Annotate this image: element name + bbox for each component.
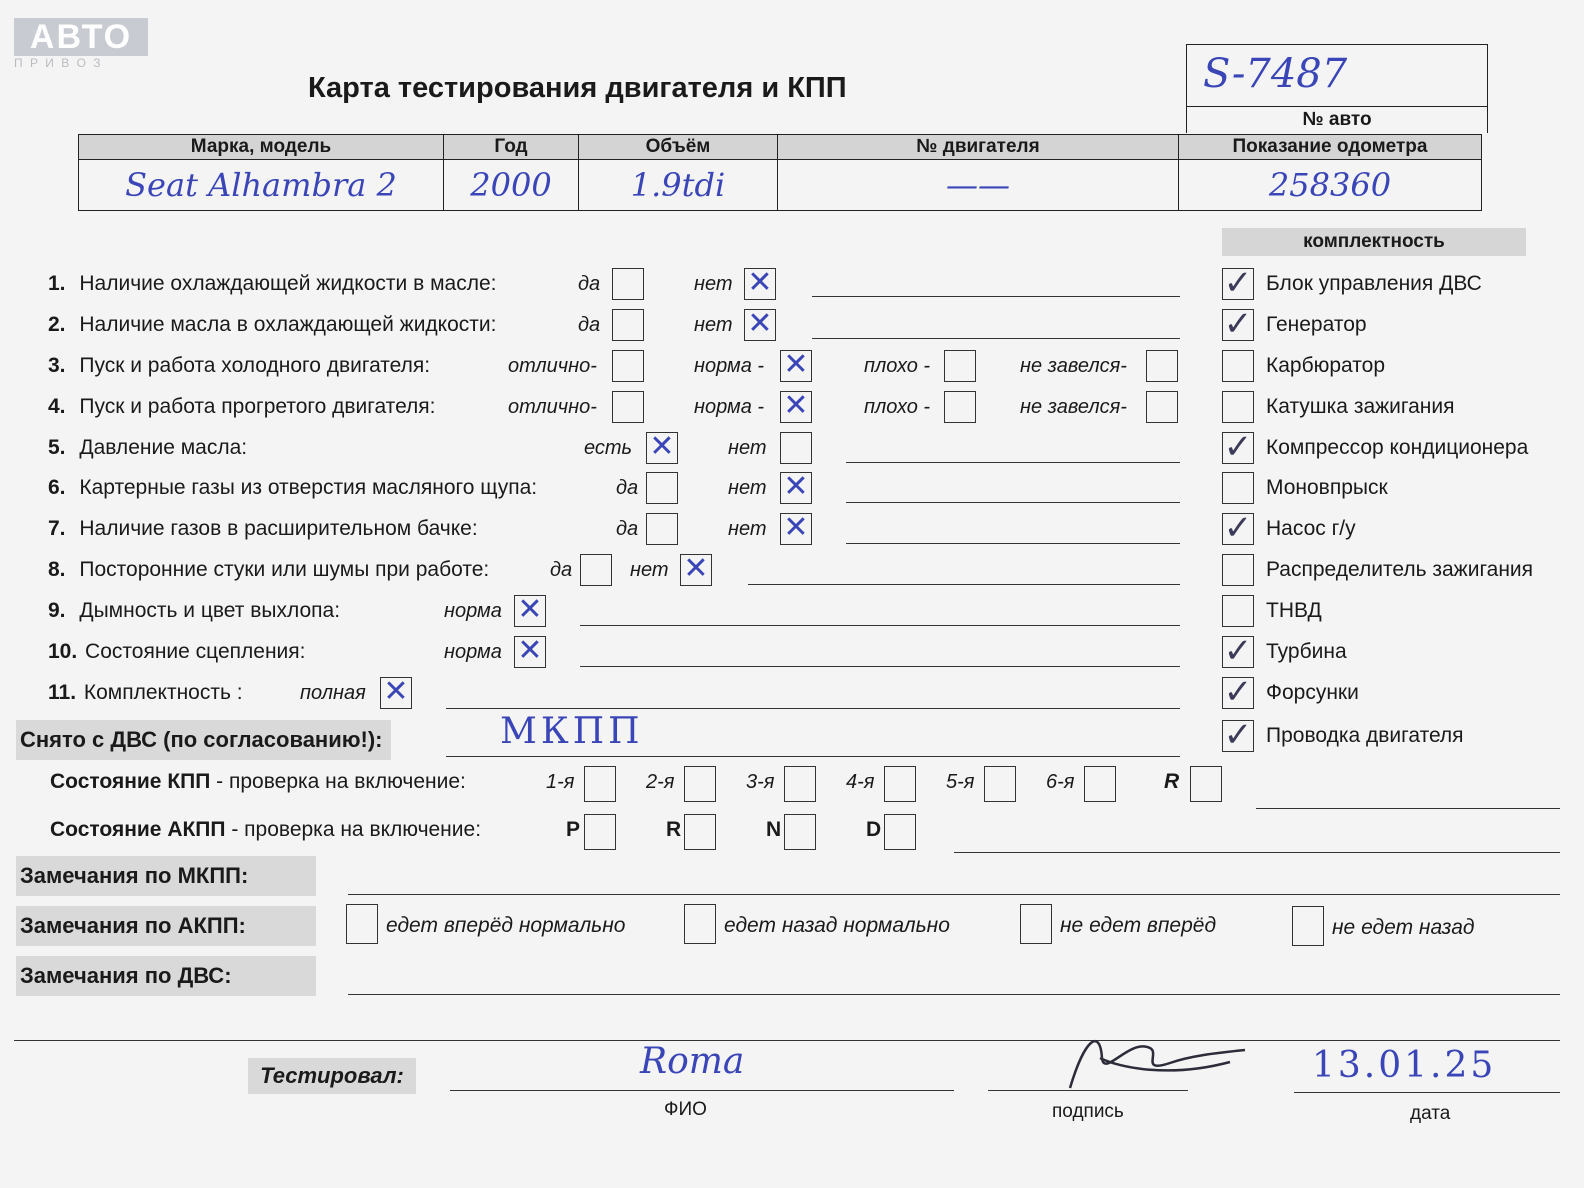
removed-line (446, 756, 1180, 757)
remarks-extra-line (14, 1040, 1560, 1041)
header-year: Год (444, 135, 579, 160)
component-carburetor-checkbox[interactable] (1222, 350, 1254, 382)
q7-note-line (846, 543, 1180, 544)
logo-brand: АВТО (14, 18, 148, 56)
q5-no-checkbox[interactable] (780, 432, 812, 464)
question-number: 2. (48, 313, 66, 336)
mode-d-checkbox[interactable] (884, 814, 916, 850)
option-label: да (616, 518, 639, 540)
signature (1040, 1018, 1250, 1098)
option-label: отлично- (508, 396, 597, 418)
avto-privoz-logo (14, 18, 148, 70)
component-label: Насос г/у (1266, 517, 1356, 540)
q5-yes-checkbox[interactable] (646, 432, 678, 464)
mode-p-checkbox[interactable] (584, 814, 616, 850)
q10-note-line (580, 666, 1180, 667)
question-text: Комплектность : (83, 681, 243, 704)
question-row (48, 428, 247, 468)
question-number: 8. (48, 558, 66, 581)
q6-yes-checkbox[interactable] (646, 472, 678, 504)
component-distributor-checkbox[interactable] (1222, 554, 1254, 586)
date-value: 13.01.25 (1312, 1045, 1497, 1086)
component-label: Блок управления ДВС (1266, 272, 1482, 295)
q10-normal-checkbox[interactable] (514, 636, 546, 668)
q11-full-checkbox[interactable] (380, 677, 412, 709)
q1-note-line (812, 296, 1180, 297)
question-text: Наличие газов в расширительном бачке: (79, 517, 478, 540)
signature-line (988, 1090, 1188, 1091)
question-row (48, 509, 478, 549)
q8-no-checkbox[interactable] (680, 554, 712, 586)
question-row (48, 264, 496, 304)
gear-r-checkbox[interactable] (1190, 766, 1222, 802)
option-label: нет (694, 273, 733, 295)
option-label: плохо - (864, 396, 931, 418)
logo-subtitle: П Р И В О З (14, 56, 103, 70)
engine-number-value: —— (778, 160, 1179, 211)
question-row (48, 387, 436, 427)
gear-label: 2-я (646, 771, 675, 793)
question-number: 10. (48, 640, 78, 663)
form-number: S-7487 (1203, 51, 1348, 97)
akpp-option-label: едет вперёд нормально (386, 914, 626, 937)
q2-note-line (812, 338, 1180, 339)
q9-note-line (580, 625, 1180, 626)
akpp-forward-ok-checkbox[interactable] (346, 904, 378, 944)
gear-6-checkbox[interactable] (1084, 766, 1116, 802)
tester-name: Roma (640, 1041, 745, 1082)
tested-by-label: Тестировал: (248, 1058, 416, 1094)
gear-3-checkbox[interactable] (784, 766, 816, 802)
question-text: Состояние сцепления: (85, 640, 306, 663)
option-label: не завелся- (1020, 396, 1127, 418)
question-text: Картерные газы из отверстия масляного щупа: (79, 476, 538, 499)
avto-number-label: № авто (1186, 106, 1488, 133)
component-label: Генератор (1266, 313, 1367, 336)
question-number: 6. (48, 476, 66, 499)
component-ignition-coil-checkbox[interactable] (1222, 391, 1254, 423)
q7-yes-checkbox[interactable] (646, 513, 678, 545)
akpp-label (50, 810, 481, 850)
removed-label-text: Снято с ДВС (по согласованию!): (20, 727, 383, 752)
option-label: плохо - (864, 355, 931, 377)
q3-excellent-checkbox[interactable] (612, 350, 644, 382)
avto-number-box (1186, 44, 1488, 107)
akpp-note-line (954, 852, 1560, 853)
option-label: нет (630, 559, 669, 581)
question-text: Пуск и работа прогретого двигателя: (79, 395, 436, 418)
option-label: норма (444, 600, 502, 622)
make-model-value: Seat Alhambra 2 (79, 160, 444, 211)
akpp-label-bold: Состояние АКПП (50, 818, 226, 841)
component-mono-injection-checkbox[interactable] (1222, 472, 1254, 504)
header-make-model: Марка, модель (79, 135, 444, 160)
kpp-note-line (1256, 808, 1560, 809)
gear-2-checkbox[interactable] (684, 766, 716, 802)
q11-note-line (446, 708, 1180, 709)
q8-note-line (748, 584, 1180, 585)
component-label: Проводка двигателя (1266, 724, 1464, 747)
option-label: норма (444, 641, 502, 663)
option-label: нет (728, 518, 767, 540)
question-number: 11. (48, 681, 77, 704)
component-label: ТНВД (1266, 599, 1322, 622)
question-text: Наличие охлаждающей жидкости в масле: (79, 272, 497, 295)
question-number: 4. (48, 395, 66, 418)
q3-bad-checkbox[interactable] (944, 350, 976, 382)
question-row (48, 673, 243, 713)
question-number: 5. (48, 436, 66, 459)
component-injectors-checkbox[interactable] (1222, 677, 1254, 709)
removed-label (16, 720, 391, 760)
kpp-label-rest: - проверка на включение: (210, 770, 466, 793)
date-label: дата (1410, 1103, 1451, 1124)
gear-4-checkbox[interactable] (884, 766, 916, 802)
option-label: нет (728, 477, 767, 499)
gear-label: 5-я (946, 771, 975, 793)
q4-excellent-checkbox[interactable] (612, 391, 644, 423)
gear-1-checkbox[interactable] (584, 766, 616, 802)
mode-label: P (566, 818, 581, 841)
q3-normal-checkbox[interactable] (780, 350, 812, 382)
fio-label: ФИО (664, 1099, 707, 1120)
remarks-akpp-label: Замечания по АКПП: (16, 906, 316, 946)
component-turbo-checkbox[interactable] (1222, 636, 1254, 668)
gear-label: 6-я (1046, 771, 1075, 793)
remarks-dvs-line (348, 994, 1560, 995)
question-number: 7. (48, 517, 66, 540)
component-label: Карбюратор (1266, 354, 1386, 377)
remarks-mkpp-label: Замечания по МКПП: (16, 856, 316, 896)
mode-label: D (866, 818, 882, 841)
volume-value: 1.9tdi (579, 160, 778, 211)
question-row (48, 550, 489, 590)
akpp-label-rest: - проверка на включение: (225, 818, 482, 841)
q8-yes-checkbox[interactable] (580, 554, 612, 586)
q6-note-line (846, 502, 1180, 503)
q4-normal-checkbox[interactable] (780, 391, 812, 423)
option-label: отлично- (508, 355, 597, 377)
option-label: норма - (694, 396, 765, 418)
removed-value: МКПП (500, 711, 644, 752)
component-ac-compressor-checkbox[interactable] (1222, 432, 1254, 464)
question-text: Дымность и цвет выхлопа: (79, 599, 341, 622)
option-label: норма - (694, 355, 765, 377)
component-label: Компрессор кондиционера (1266, 436, 1529, 459)
gear-5-checkbox[interactable] (984, 766, 1016, 802)
odometer-value: 258360 (1179, 160, 1482, 211)
component-ps-pump-checkbox[interactable] (1222, 513, 1254, 545)
question-row (48, 346, 430, 386)
option-label: да (578, 273, 601, 295)
option-label: нет (694, 314, 733, 336)
akpp-option-label: едет назад нормально (724, 914, 950, 937)
question-row (48, 591, 340, 631)
q1-no-checkbox[interactable] (744, 268, 776, 300)
akpp-option-label: не едет вперёд (1060, 914, 1217, 937)
option-label: полная (300, 682, 366, 704)
header-engine-number: № двигателя (778, 135, 1179, 160)
gear-label: 3-я (746, 771, 775, 793)
question-number: 9. (48, 599, 66, 622)
option-label: да (578, 314, 601, 336)
q4-no-start-checkbox[interactable] (1146, 391, 1178, 423)
component-generator-checkbox[interactable] (1222, 309, 1254, 341)
gear-label: 1-я (546, 771, 575, 793)
kpp-label (50, 762, 466, 802)
question-text: Давление масла: (79, 436, 248, 459)
akpp-reverse-ok-checkbox[interactable] (684, 904, 716, 944)
komplekt-title: комплектность (1222, 228, 1526, 256)
remarks-mkpp-line (348, 894, 1560, 895)
year-value: 2000 (444, 160, 579, 211)
component-label: Катушка зажигания (1266, 395, 1455, 418)
q7-no-checkbox[interactable] (780, 513, 812, 545)
mode-n-checkbox[interactable] (784, 814, 816, 850)
component-injection-pump-checkbox[interactable] (1222, 595, 1254, 627)
mode-label: R (666, 818, 682, 841)
question-row (48, 305, 496, 345)
component-ecu-checkbox[interactable] (1222, 268, 1254, 300)
question-row (48, 468, 537, 508)
question-text: Пуск и работа холодного двигателя: (79, 354, 431, 377)
q2-no-checkbox[interactable] (744, 309, 776, 341)
question-number: 1. (48, 272, 66, 295)
component-label: Форсунки (1266, 681, 1359, 704)
header-odometer: Показание одометра (1179, 135, 1482, 160)
akpp-no-reverse-checkbox[interactable] (1292, 906, 1324, 946)
q5-note-line (846, 462, 1180, 463)
mode-label: N (766, 818, 782, 841)
gear-label: 4-я (846, 771, 875, 793)
question-row (48, 632, 305, 672)
kpp-label-bold: Состояние КПП (50, 770, 211, 793)
gear-label: R (1164, 770, 1180, 793)
option-label: есть (584, 437, 633, 459)
signature-label: подпись (1052, 1101, 1124, 1122)
page-title: Карта тестирования двигателя и КПП (308, 72, 847, 104)
option-label: нет (728, 437, 767, 459)
option-label: да (550, 559, 573, 581)
question-text: Наличие масла в охлаждающей жидкости: (79, 313, 497, 336)
q1-yes-checkbox[interactable] (612, 268, 644, 300)
akpp-option-label: не едет назад (1332, 916, 1475, 939)
question-text: Посторонние стуки или шумы при работе: (79, 558, 490, 581)
option-label: да (616, 477, 639, 499)
q3-no-start-checkbox[interactable] (1146, 350, 1178, 382)
component-label: Турбина (1266, 640, 1347, 663)
mode-r-checkbox[interactable] (684, 814, 716, 850)
header-volume: Объём (579, 135, 778, 160)
date-line (1294, 1092, 1560, 1093)
q2-yes-checkbox[interactable] (612, 309, 644, 341)
remarks-dvs-label: Замечания по ДВС: (16, 956, 316, 996)
q6-no-checkbox[interactable] (780, 472, 812, 504)
option-label: не завелся- (1020, 355, 1127, 377)
question-number: 3. (48, 354, 66, 377)
vehicle-info-table (78, 134, 1482, 211)
akpp-no-forward-checkbox[interactable] (1020, 904, 1052, 944)
q4-bad-checkbox[interactable] (944, 391, 976, 423)
q9-normal-checkbox[interactable] (514, 595, 546, 627)
component-label: Моновпрыск (1266, 476, 1388, 499)
component-wiring-checkbox[interactable] (1222, 720, 1254, 752)
component-label: Распределитель зажигания (1266, 558, 1534, 581)
